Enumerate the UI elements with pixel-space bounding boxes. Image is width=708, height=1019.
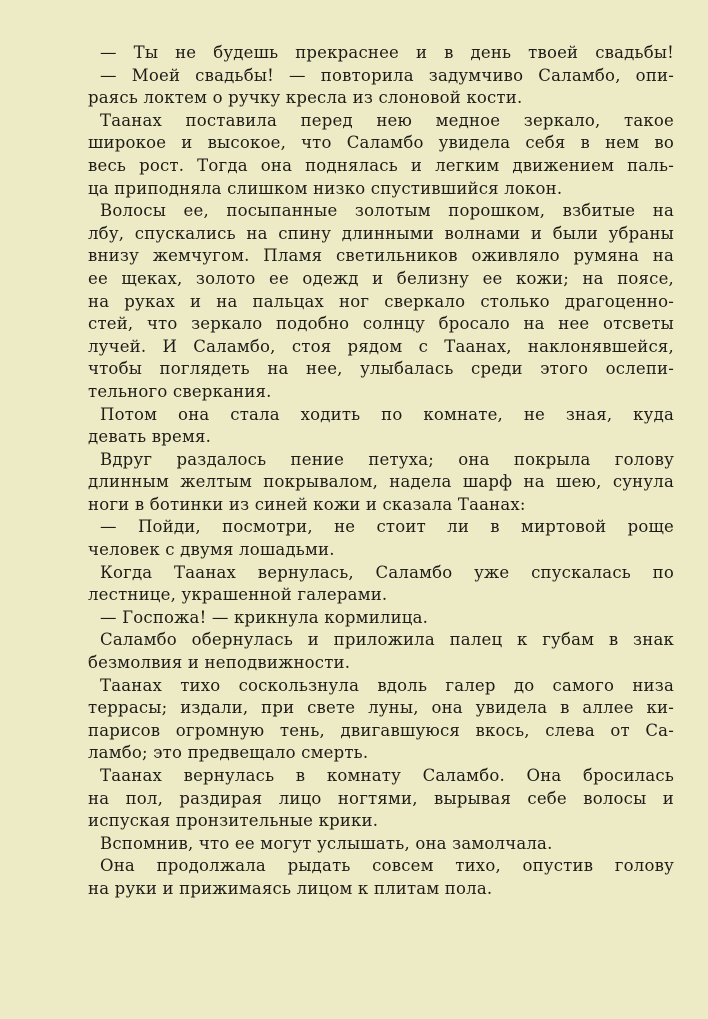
text-line: Таанах вернулась в комнату Саламбо. Она бросилась [100,766,674,785]
text-line: безмолвия и неподвижности. [88,653,351,673]
text-line: ламбо; это предвещало смерть. [88,743,369,763]
text-line: испуская пронзительные крики. [88,811,379,831]
text-line: Саламбо обернулась и приложила палец к губам в знак [100,630,674,650]
text-line: внизу жемчугом. Пламя светильников оживляло румяна на [88,246,674,266]
text-line: раясь локтем о ручку кресла из слоновой кости. [88,88,523,108]
text-line: — Госпожа! — крикнула кормилица. [100,607,429,627]
text-line: ца приподняла слишком низко спустившийся локон. [88,178,563,198]
text-line: Волосы ее, посыпанные золотым порошком, взбитые на [100,201,674,221]
text-line: — Ты не будешь прекраснее и в день твоей свадьбы! [100,43,674,62]
text-line: Вспомнив, что ее могут услышать, она замолчала. [100,833,553,853]
text-line: длинным желтым покрывалом, надела шарф на шею, сунула [88,472,674,492]
text-line: стей, что зеркало подобно солнцу бросало на нее отсветы [88,314,674,334]
text-line: Таанах поставила перед нею медное зеркало, такое [100,110,674,130]
text-line: на руках и на пальцах ног сверкало столько драгоценно- [88,291,674,311]
text-line: — Моей свадьбы! — повторила задумчиво Саламбо, опи- [100,65,674,85]
text-line: на пол, раздирая лицо ногтями, вырывая себе волосы и [88,788,674,808]
text-line: — Пойди, посмотри, не стоит ли в миртовой роще [100,517,674,537]
text-line: на руки и прижимаясь лицом к плитам пола. [88,878,493,898]
text-line: ее щеках, золото ее одежд и белизну ее кожи; на поясе, [88,268,674,288]
page-text [88,42,674,901]
text-line: парисов огромную тень, двигавшуюся вкось, слева от Са- [88,720,674,740]
text-line: лбу, спускались на спину длинными волнами и были убраны [88,223,674,243]
text-line: Потом она стала ходить по комнате, не зная, куда [100,404,674,424]
text-line: Вдруг раздалось пение петуха; она покрыла голову [100,449,674,469]
text-line: широкое и высокое, что Саламбо увидела себя в нем во [88,133,674,153]
text-line: ноги в ботинки из синей кожи и сказала Таанах: [88,494,526,514]
text-line: чтобы поглядеть на нее, улыбалась среди этого ослепи- [88,359,674,379]
text-line: лучей. И Саламбо, стоя рядом с Таанах, наклонявшейся, [88,336,674,356]
text-line: лестнице, украшенной галерами. [88,585,388,605]
text-line: девать время. [88,427,212,447]
text-line: человек с двумя лошадьми. [88,540,335,560]
text-line: тельного сверкания. [88,381,272,401]
text-line: Таанах тихо соскользнула вдоль галер до самого низа [100,675,674,695]
text-line: весь рост. Тогда она поднялась и легким движением паль- [88,155,674,175]
text-line: Она продолжала рыдать совсем тихо, опустив голову [100,856,674,876]
text-line: Когда Таанах вернулась, Саламбо уже спускалась по [100,562,674,582]
text-line: террасы; издали, при свете луны, она увидела в аллее ки- [88,698,674,718]
